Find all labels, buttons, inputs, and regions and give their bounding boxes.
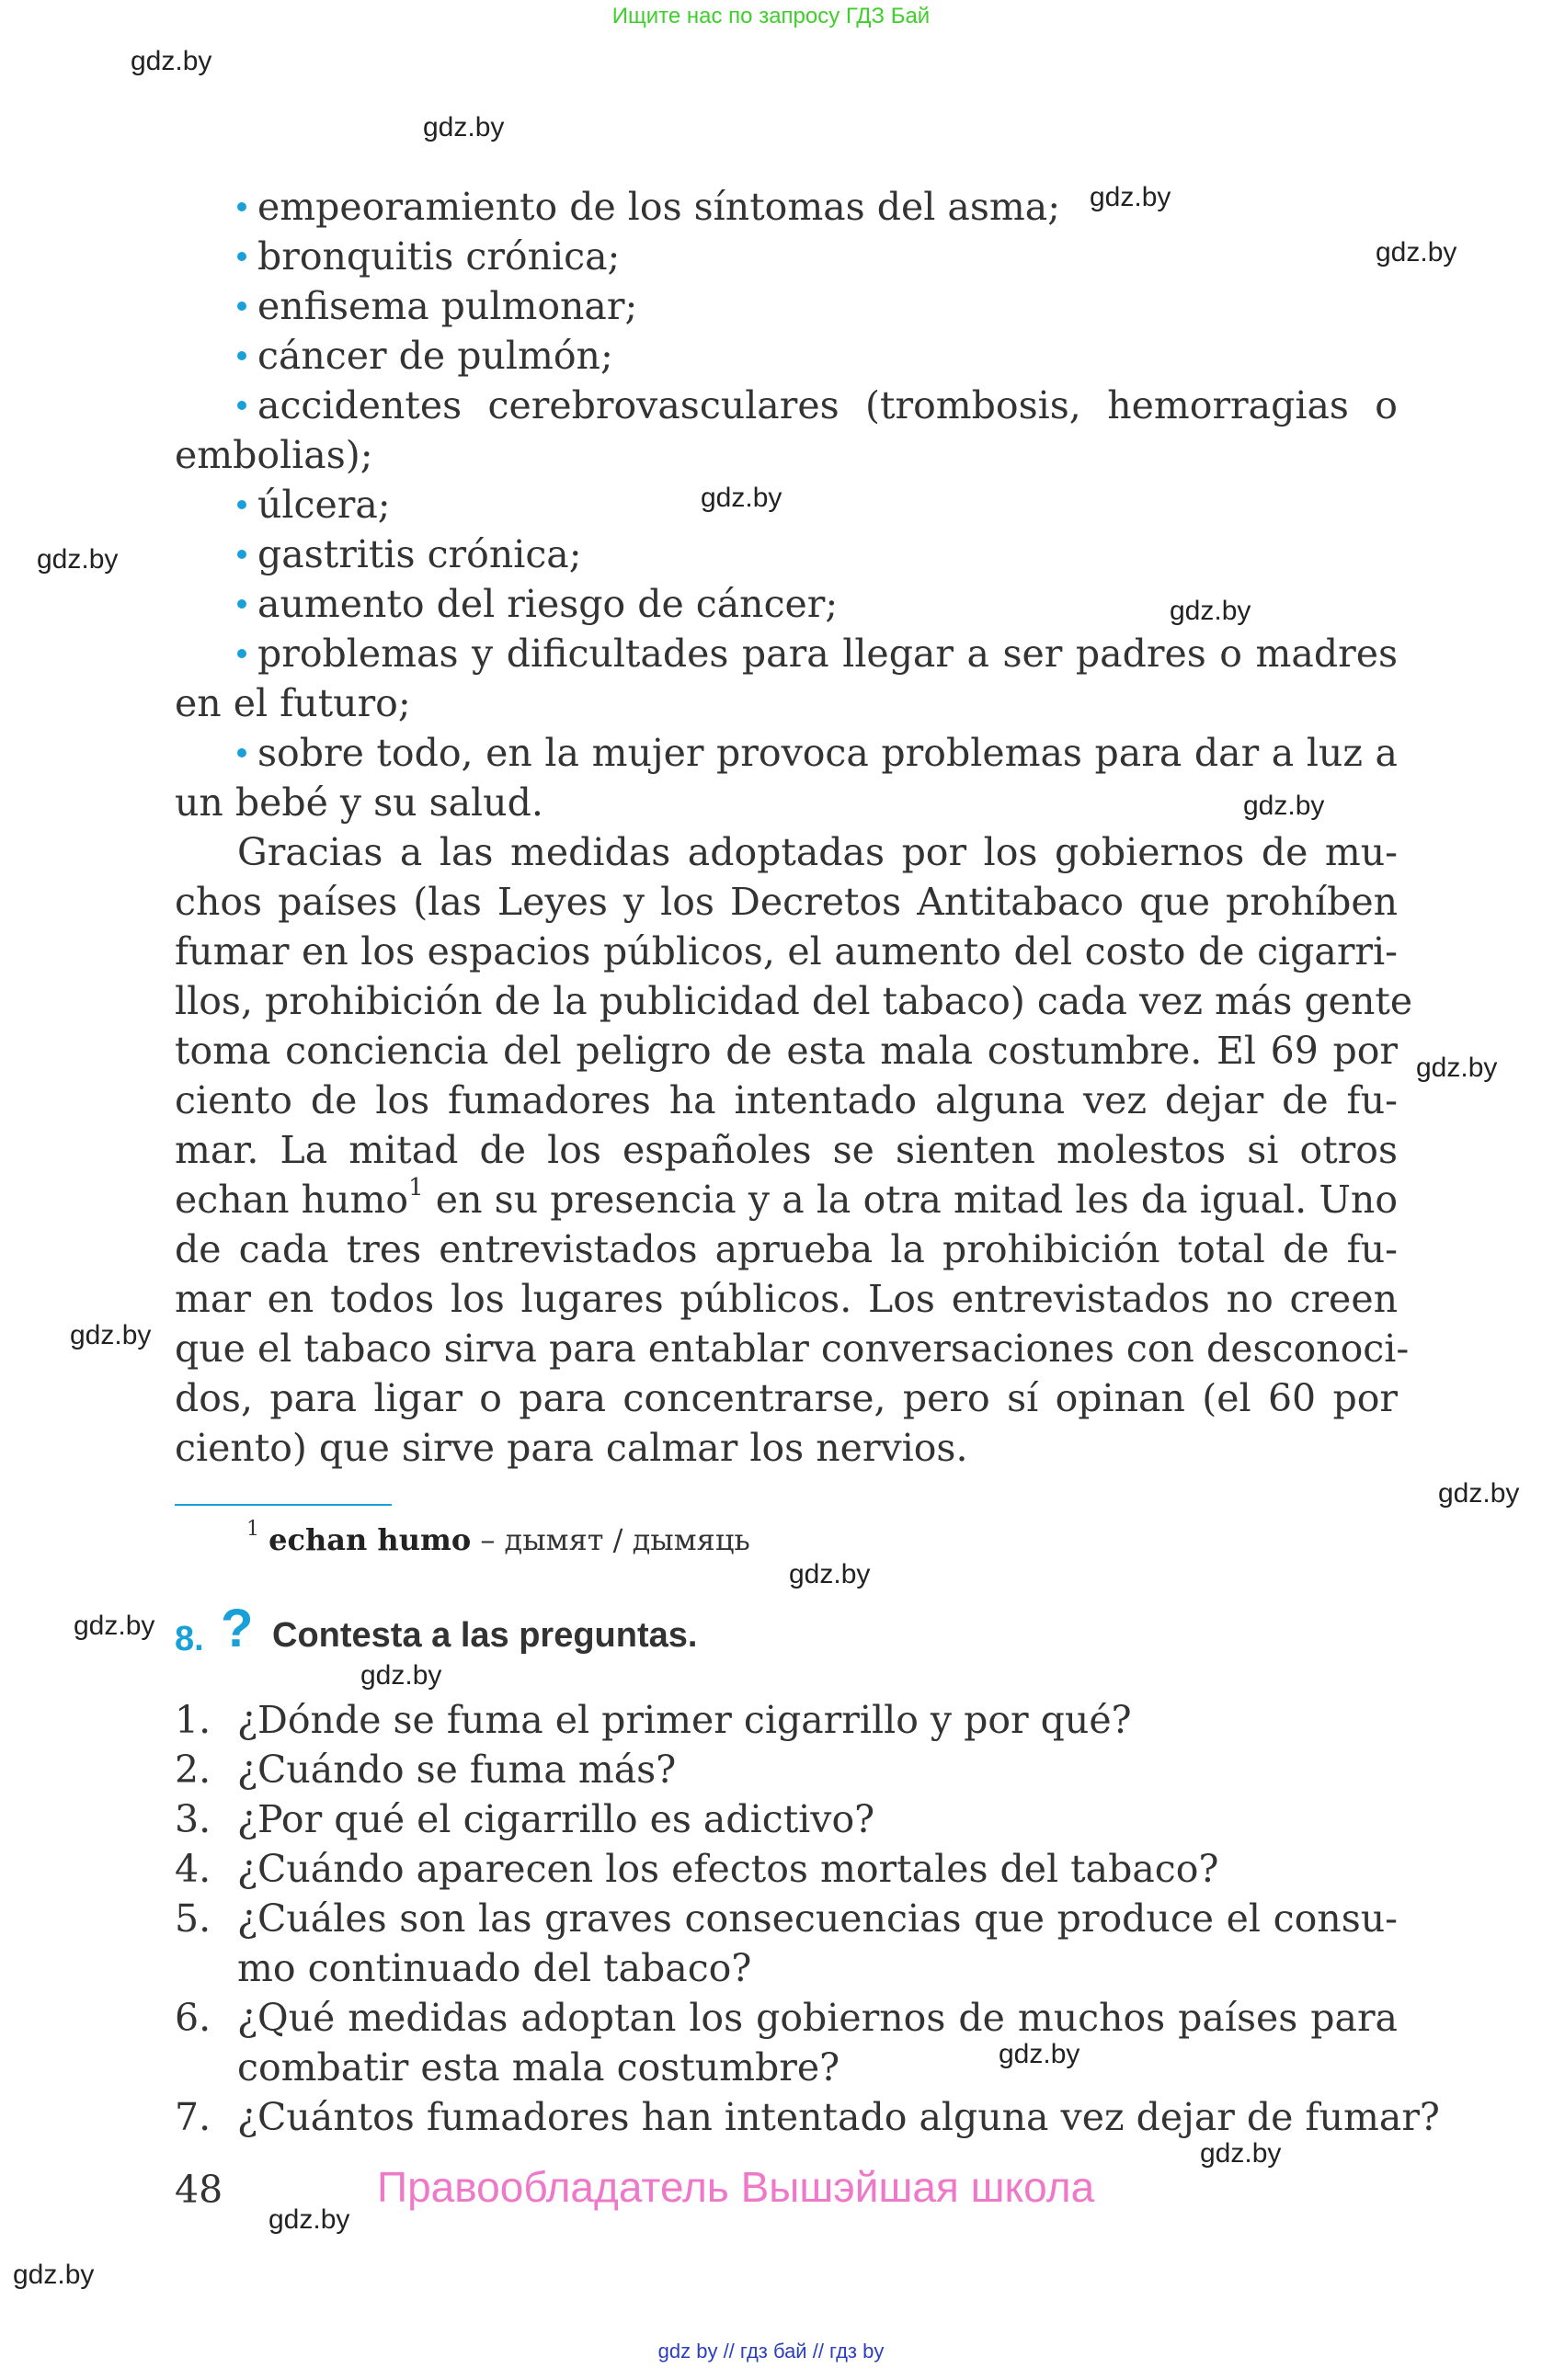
paragraph-line: toma conciencia del peligro de esta mala costumbre. El 69 por xyxy=(175,1029,1398,1073)
watermark: gdz.by xyxy=(1416,1053,1498,1083)
list-item: aumento del riesgo de cáncer; xyxy=(175,579,1398,629)
list-item: cáncer de pulmón; xyxy=(175,331,1398,381)
paragraph-line: llos, prohibición de la publicidad del tabaco) cada vez más gente xyxy=(175,979,1413,1023)
question-item: 1. ¿Dónde se fuma el primer cigarrillo y por qué? xyxy=(175,1698,1132,1742)
copyright-holder: Правообладатель Вышэйшая школа xyxy=(377,2163,1095,2211)
watermark: gdz.by xyxy=(701,483,782,513)
paragraph-line: dos, para ligar o para concentrarse, pero sí opinan (el 60 por xyxy=(175,1376,1398,1420)
question-item: 5. ¿Cuáles son las graves consecuencias que produce el consu- mo continuado del tabaco? xyxy=(175,1896,1398,1990)
watermark: gdz.by xyxy=(423,112,505,142)
bullet-dot-icon xyxy=(237,252,246,261)
watermark: gdz.by xyxy=(74,1611,155,1641)
bullet-dot-icon xyxy=(237,599,246,609)
watermark: gdz.by xyxy=(1090,182,1171,212)
bullet-dot-icon xyxy=(237,351,246,360)
list-item-continuation: embolias); xyxy=(175,433,373,477)
consequences-list xyxy=(175,182,1398,827)
list-item: bronquitis crónica; xyxy=(175,232,1398,281)
bullet-dot-icon xyxy=(237,202,246,211)
footnote-term: echan humo xyxy=(268,1522,472,1557)
question-mark-icon: ? xyxy=(221,1599,254,1658)
bullet-dot-icon xyxy=(237,500,246,509)
watermark: gdz.by xyxy=(360,1660,442,1691)
question-item: 4. ¿Cuándo aparecen los efectos mortales del tabaco? xyxy=(175,1847,1219,1891)
bullet-dot-icon xyxy=(237,550,246,559)
question-item: 2. ¿Cuándo se fuma más? xyxy=(175,1748,677,1792)
paragraph-line: de cada tres entrevistados aprueba la prohibición total de fu- xyxy=(175,1227,1398,1271)
watermark: gdz.by xyxy=(1376,237,1457,268)
footnote-mark: 1 xyxy=(408,1174,424,1202)
paragraph-line: Gracias a las medidas adoptadas por los gobiernos de mu- xyxy=(237,830,1398,874)
exercise-number: 8. xyxy=(175,1620,204,1658)
paragraph-line: echan humo$^1$ en su presencia y a la otra mitad les da igual. Uno xyxy=(175,1174,1398,1222)
paragraph-line: ciento) que sirve para calmar los nervios. xyxy=(175,1426,968,1470)
bullet-dot-icon xyxy=(237,748,246,757)
paragraph-line: fumar en los espacios públicos, el aumento del costo de cigarri- xyxy=(175,929,1398,974)
list-item: gastritis crónica; xyxy=(175,530,1398,579)
list-item: úlcera; xyxy=(175,480,1398,530)
paragraph-line: mar en todos los lugares públicos. Los entrevistados no creen xyxy=(175,1277,1398,1321)
watermark: gdz.by xyxy=(1243,791,1325,821)
watermark: gdz.by xyxy=(37,544,119,575)
list-item: accidentes cerebrovasculares (trombosis, hemorragias o xyxy=(175,381,1398,430)
paragraph-line: chos países (las Leyes y los Decretos Antitabaco que prohíben xyxy=(175,880,1398,924)
main-paragraph xyxy=(175,827,1413,1473)
paragraph-line: mar. La mitad de los españoles se sienten molestos si otros xyxy=(175,1128,1398,1172)
bottom-links[interactable]: gdz by // гдз бай // гдз by xyxy=(657,2340,885,2363)
top-banner[interactable]: Ищите нас по запросу ГДЗ Бай xyxy=(611,4,931,28)
watermark: gdz.by xyxy=(13,2260,95,2290)
watermark: gdz.by xyxy=(1200,2138,1282,2169)
questions-list xyxy=(175,1695,1440,2142)
watermark: gdz.by xyxy=(268,2204,350,2235)
exercise-title: Contesta a las preguntas. xyxy=(272,1616,698,1655)
watermark: gdz.by xyxy=(131,46,212,76)
watermark: gdz.by xyxy=(1170,596,1251,626)
paragraph-line: que el tabaco sirva para entablar conversaciones con desconoci- xyxy=(175,1327,1410,1371)
footnote: $^1$ echan humo – дымят / дымяць xyxy=(246,1518,750,1557)
page-number: 48 xyxy=(175,2168,223,2212)
footnote-divider xyxy=(175,1504,392,1506)
question-item: 6. ¿Qué medidas adoptan los gobiernos de muchos países para combatir esta mala costumbre? xyxy=(175,1996,1398,2090)
paragraph-line: ciento de los fumadores ha intentado alguna vez dejar de fu- xyxy=(175,1078,1398,1122)
list-item: sobre todo, en la mujer provoca problemas para dar a luz a xyxy=(175,728,1398,778)
bullet-dot-icon xyxy=(237,401,246,410)
watermark: gdz.by xyxy=(70,1320,152,1350)
list-item: enfisema pulmonar; xyxy=(175,281,1398,331)
watermark: gdz.by xyxy=(999,2039,1080,2069)
question-item: 3. ¿Por qué el cigarrillo es adictivo? xyxy=(175,1797,875,1841)
question-item: 7. ¿Cuántos fumadores han intentado alguna vez dejar de fumar? xyxy=(175,2095,1440,2139)
list-item: problemas y dificultades para llegar a ser padres o madres xyxy=(175,629,1398,678)
footnote-translation: – дымят / дымяць xyxy=(471,1522,750,1557)
watermark: gdz.by xyxy=(789,1559,871,1589)
bullet-dot-icon xyxy=(237,302,246,311)
watermark: gdz.by xyxy=(1438,1478,1520,1509)
list-item-continuation: un bebé y su salud. xyxy=(175,780,543,825)
list-item-continuation: en el futuro; xyxy=(175,681,411,725)
bullet-dot-icon xyxy=(237,649,246,658)
list-item: empeoramiento de los síntomas del asma; xyxy=(175,182,1398,232)
